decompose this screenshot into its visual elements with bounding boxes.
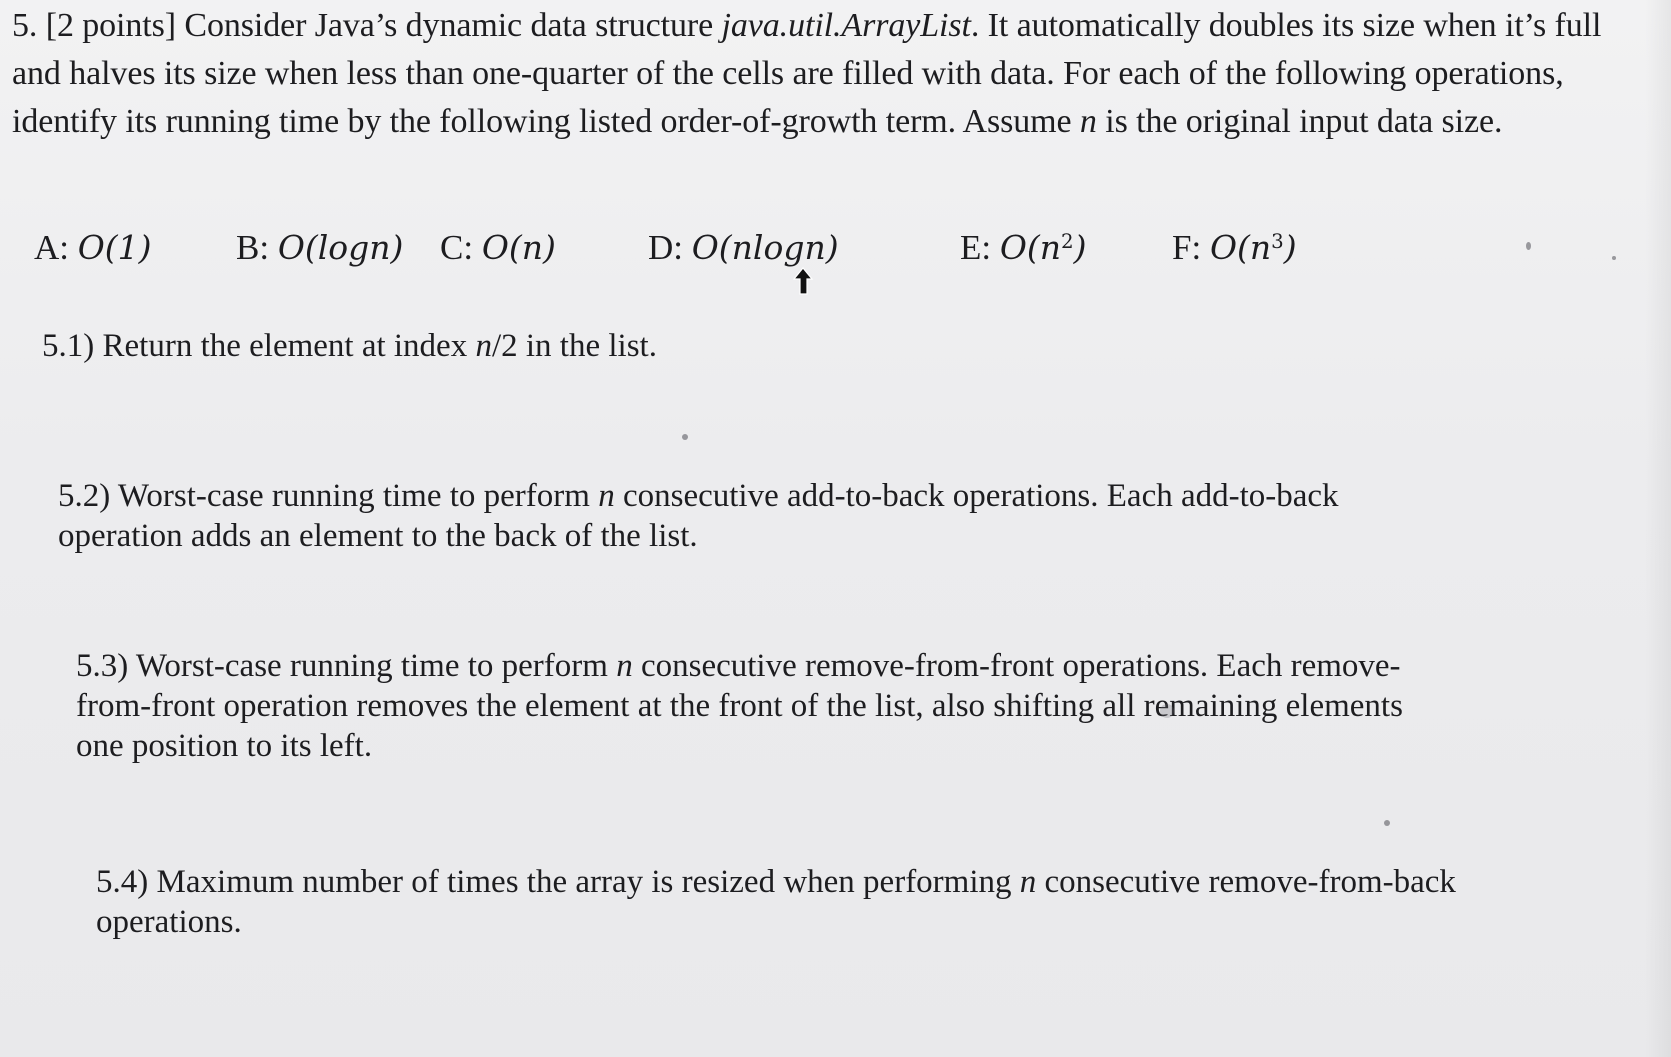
class-name: java.util.ArrayList bbox=[721, 7, 971, 44]
choice-value-suffix: ) bbox=[1283, 228, 1297, 267]
choice-d bbox=[648, 228, 839, 268]
choice-label: C: bbox=[440, 228, 474, 267]
question-5-1 bbox=[42, 326, 1422, 366]
question-number: 5.3) bbox=[76, 648, 129, 684]
problem-number: 5. bbox=[12, 7, 38, 44]
choice-c bbox=[440, 228, 556, 268]
choice-label: E: bbox=[960, 228, 992, 267]
question-text-after: consecutive remove-from-front operations. Each remove-from-front operation removes the element at the front of the list, also shifting all remaining elements one position to its left. bbox=[76, 648, 1403, 764]
choice-a bbox=[34, 228, 152, 268]
choice-value: O(1) bbox=[77, 228, 152, 267]
question-text-before: Worst-case running time to perform bbox=[117, 478, 590, 514]
question-text-after: consecutive add-to-back operations. Each add-to-back operation adds an element to the back of the list. bbox=[58, 478, 1339, 554]
question-number: 5.1) bbox=[42, 328, 95, 364]
choice-value-prefix: O(n bbox=[1209, 228, 1272, 267]
choice-label: F: bbox=[1172, 228, 1202, 267]
choice-value: O(n) bbox=[481, 228, 556, 267]
problem-statement bbox=[12, 2, 1622, 146]
question-number: 5.2) bbox=[58, 478, 111, 514]
paper-speck bbox=[1384, 820, 1390, 826]
problem-points: [2 points] bbox=[45, 7, 176, 44]
question-5-4 bbox=[96, 862, 1476, 942]
input-size-variable: n bbox=[1079, 103, 1097, 140]
choice-label: B: bbox=[236, 228, 270, 267]
question-text-before: Maximum number of times the array is resized when performing bbox=[156, 864, 1012, 900]
question-number: 5.4) bbox=[96, 864, 149, 900]
choice-exponent: 2 bbox=[1061, 230, 1074, 254]
choice-label: A: bbox=[34, 228, 69, 267]
choice-value: O(nlogn) bbox=[691, 228, 839, 267]
choice-f bbox=[1172, 228, 1297, 273]
question-text-before: Worst-case running time to perform bbox=[135, 648, 608, 684]
choice-exponent: 3 bbox=[1271, 230, 1284, 254]
question-variable: n bbox=[1019, 864, 1037, 900]
question-variable: n bbox=[616, 648, 633, 684]
choice-e bbox=[960, 228, 1087, 273]
question-variable: n bbox=[475, 328, 492, 364]
page-edge-shadow bbox=[1645, 0, 1671, 1057]
problem-closing-text: is the original input data size. bbox=[1105, 103, 1503, 140]
choice-value: O(logn) bbox=[277, 228, 404, 267]
choice-value-suffix: ) bbox=[1073, 228, 1087, 267]
question-text-before: Return the element at index bbox=[102, 328, 468, 364]
paper-speck bbox=[682, 434, 688, 440]
question-5-2 bbox=[58, 476, 1438, 556]
choice-value-prefix: O(n bbox=[999, 228, 1062, 267]
paper-speck bbox=[1526, 242, 1531, 250]
question-text-after: /2 in the list. bbox=[491, 328, 657, 364]
mouse-cursor-icon bbox=[792, 266, 814, 296]
choice-b bbox=[236, 228, 403, 268]
choice-value bbox=[1210, 228, 1297, 267]
question-5-3 bbox=[76, 646, 1456, 766]
choice-value bbox=[1000, 228, 1087, 267]
paper-blot bbox=[1160, 704, 1174, 718]
paper-speck bbox=[1612, 256, 1616, 260]
choice-label: D: bbox=[648, 228, 683, 267]
problem-intro-text: Consider Java’s dynamic data structure bbox=[184, 7, 714, 44]
problem-description-text: . It automatically doubles its size when it’s full and halves its size when less than one-quarter of the cells are filled with data. For each of the following operations, identify its running time by the following listed order-of-growth term. Assume bbox=[12, 7, 1602, 140]
question-variable: n bbox=[598, 478, 615, 514]
question-text-after: consecutive remove-from-back operations. bbox=[96, 864, 1456, 940]
